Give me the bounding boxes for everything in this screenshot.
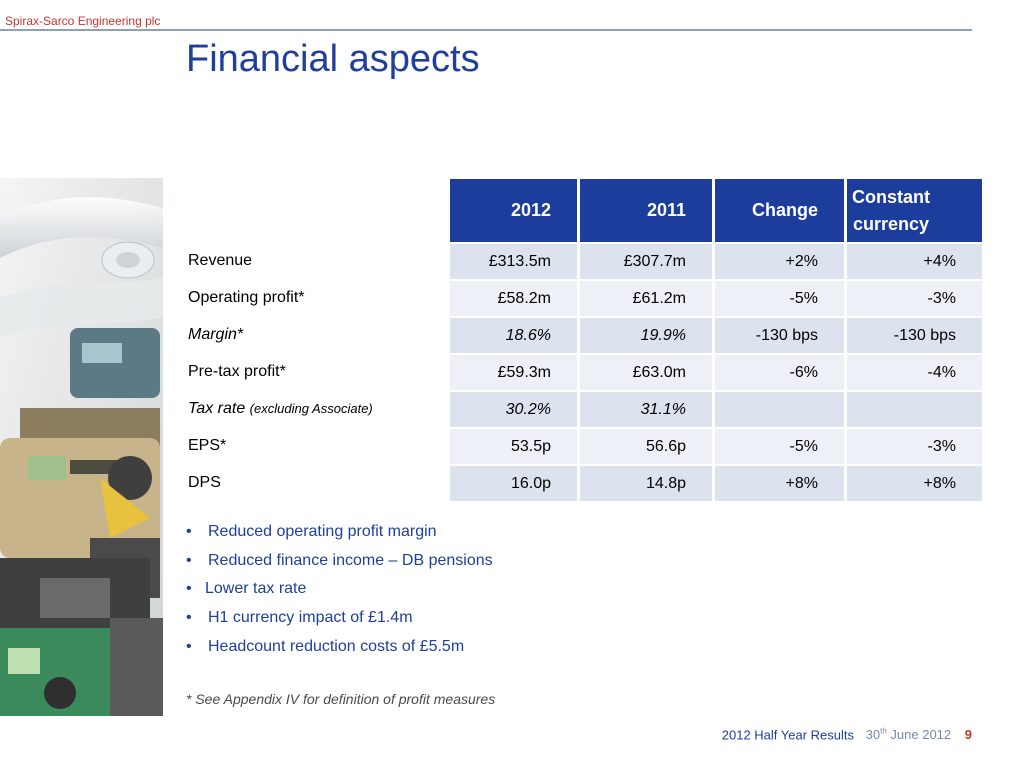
list-item: • H1 currency impact of £1.4m	[186, 609, 413, 627]
cell-2012: 30.2%	[447, 390, 577, 427]
row-label: EPS*	[180, 427, 447, 464]
cell-2011: 14.8p	[577, 464, 712, 501]
page-title: Financial aspects	[186, 38, 480, 80]
header-divider	[0, 29, 972, 31]
table-row	[180, 279, 982, 316]
table-row	[180, 390, 982, 427]
table-row	[180, 464, 982, 501]
row-label-note: (excluding Associate)	[249, 401, 373, 416]
cell-2012: 18.6%	[447, 316, 577, 353]
cell-change: +2%	[712, 242, 844, 279]
table-row	[180, 242, 982, 279]
table-row	[180, 427, 982, 464]
cell-constant: -130 bps	[844, 316, 982, 353]
footer-date: 30th June 2012	[865, 727, 952, 743]
cell-change: +8%	[712, 464, 844, 501]
cell-2012: £58.2m	[447, 279, 577, 316]
table-row	[180, 353, 982, 390]
cell-2012: 53.5p	[447, 427, 577, 464]
cell-2011: £63.0m	[577, 353, 712, 390]
company-name: Spirax-Sarco Engineering plc	[5, 14, 161, 28]
cell-change: -130 bps	[712, 316, 844, 353]
slide-footer	[722, 727, 972, 742]
table-row	[180, 316, 982, 353]
header-2011: 2011	[577, 179, 712, 242]
cell-2011: 19.9%	[577, 316, 712, 353]
cell-constant: -4%	[844, 353, 982, 390]
list-item: • Lower tax rate	[186, 580, 307, 598]
key-points-list	[186, 518, 493, 661]
row-label: Margin*	[180, 316, 447, 353]
cell-change: -5%	[712, 427, 844, 464]
cell-constant	[844, 390, 982, 427]
cell-2012: £313.5m	[447, 242, 577, 279]
cell-2011: 31.1%	[577, 390, 712, 427]
row-label: Operating profit*	[180, 279, 447, 316]
cell-2012: £59.3m	[447, 353, 577, 390]
header-change: Change	[712, 179, 844, 242]
footnote: * See Appendix IV for definition of profit measures	[186, 691, 496, 707]
footer-title: 2012 Half Year Results	[721, 727, 855, 743]
list-item: • Headcount reduction costs of £5.5m	[186, 637, 465, 655]
row-label	[180, 390, 447, 427]
cell-2011: 56.6p	[577, 427, 712, 464]
list-item: • Reduced operating profit margin	[186, 523, 437, 540]
table-header-row	[180, 179, 982, 242]
row-label-text: Tax rate	[188, 400, 246, 417]
header-constant-currency: Constant currency	[844, 179, 982, 242]
row-label: Revenue	[180, 242, 447, 279]
cell-constant: -3%	[844, 279, 982, 316]
header-blank	[180, 179, 447, 242]
list-item: • Reduced finance income – DB pensions	[186, 551, 493, 569]
cell-2011: £61.2m	[577, 279, 712, 316]
cell-constant: -3%	[844, 427, 982, 464]
cell-constant: +8%	[844, 464, 982, 501]
row-label: DPS	[180, 464, 447, 501]
financial-table	[180, 179, 982, 501]
cell-2011: £307.7m	[577, 242, 712, 279]
row-label: Pre-tax profit*	[180, 353, 447, 390]
cell-2012: 16.0p	[447, 464, 577, 501]
header-2012: 2012	[447, 179, 577, 242]
cell-change: -5%	[712, 279, 844, 316]
product-photo	[0, 178, 163, 716]
cell-constant: +4%	[844, 242, 982, 279]
cell-change	[712, 390, 844, 427]
page-number: 9	[964, 727, 972, 743]
cell-change: -6%	[712, 353, 844, 390]
